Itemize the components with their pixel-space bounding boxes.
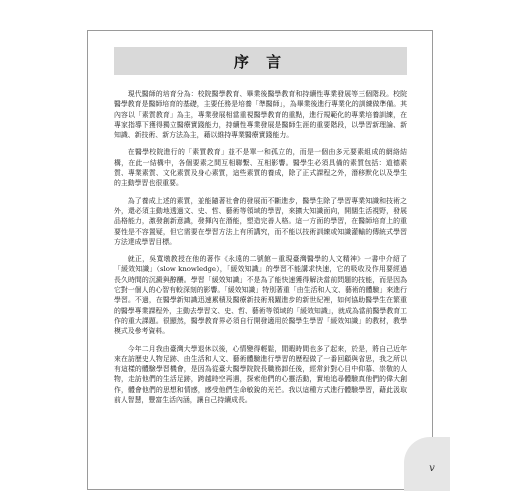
page-number: v <box>429 462 435 474</box>
page-frame <box>87 30 433 490</box>
page-number-tab <box>404 437 450 491</box>
page-title: 序 言 <box>233 52 288 71</box>
body-text <box>114 89 407 412</box>
title-band <box>114 47 407 75</box>
paragraph-4: 就正，吳寬墩教授在他的著作《永遠的二號館－重現臺灣醫學的人文精神》一書中介紹了「緩效知識」（slow knowledge），「緩效知識」的學習不能講求快速，它的吸收及作用要經過長久時間的沉澱與醇釀。學習「緩效知識」不是為了能快速獲得解決當前問題的技能，而是因為它對一個人的心智有較深刻的影響。「緩效知識」特別著重「由生活和人文、藝術的體驗」來進行學習。不過，在醫學新知識迅速累積及醫療新技術飛躍進步的新世紀裡，如何協助醫學生在繁重的醫學專業課程外，主動去學習文、史、哲、藝術等領域的「緩效知識」，就成為當前醫學教育工作的重大課題。很顯然，醫學教育界必須自行開發適用於醫學生學習「緩效知識」的教材，教學模式及參考資料。 <box>114 255 407 336</box>
paragraph-2: 在醫學校院進行的「素質教育」並不是單一和孤立的，而是一個由多元要素組成的網絡結構，在此一結構中，各個要素之間互相聯繫、互相影響。醫學生必須具備的素質包括：道德素質、專業素質、文化素質及身心素質，這些素質的養成，除了正式課程之外，潛移默化以及學生的主動學習也很重要。 <box>114 148 407 188</box>
paragraph-5: 今年二月我由臺灣大學退休以後，心情變得輕鬆，閒暇時間也多了起來，於是，將自己近年來在訪歷史人物足跡、由生活和人文、藝術體驗進行學習的歷程做了一番回顧與省思，我之所以有這樣的體驗學習機會，是因為從臺大醫學院院長職務卸任後，經常針對心目中仰慕、崇敬的人物，走訪他們的生活足跡，跨越時空再遇，探索他們的心靈活動，實地追尋體驗真他們的偉大創作，體會他們的思想和情感，感受他們生命敏銳的光芒。我以這種方式進行體驗學習，藉此汲取前人智慧，豐富生活內涵，讓自己持續成長。 <box>114 344 407 405</box>
paragraph-3: 為了養成上述的素質，並能隨著社會的發展而不斷進步，醫學生除了學習專業知識和技術之外，還必須主動地透過文、史、哲、藝術等領域的學習，來擴大知識面向，開闊生活視野，發展品格能力，激發創新意識，發揮內在潛能，塑造完善人格。這一方面的學習，在醫師培育上的重要性是不容置疑，但它需要在學習方法上有所講究，而不能以技術訓練或知識灌輸的傳統式學習方法達成學習目標。 <box>114 196 407 246</box>
paragraph-1: 現代醫師的培育分為：校院醫學教育、畢業後醫學教育和持續性專業發展等三個階段。校院醫學教育是醫師培育的基礎，主要任務是培養「準醫師」，為畢業後進行專業化的訓練做準備。其內容以「素質教育」為主，專業發展相當重視醫學教育的重點，進行規範化的專業培養訓練，在專家指導下獲得獨立醫療實踐能力，持續性專業發展是醫師生涯的重要階段，以學習新理論、新知識、新技術、新方法為主，藉以維持專業醫療實踐能力。 <box>114 90 407 140</box>
